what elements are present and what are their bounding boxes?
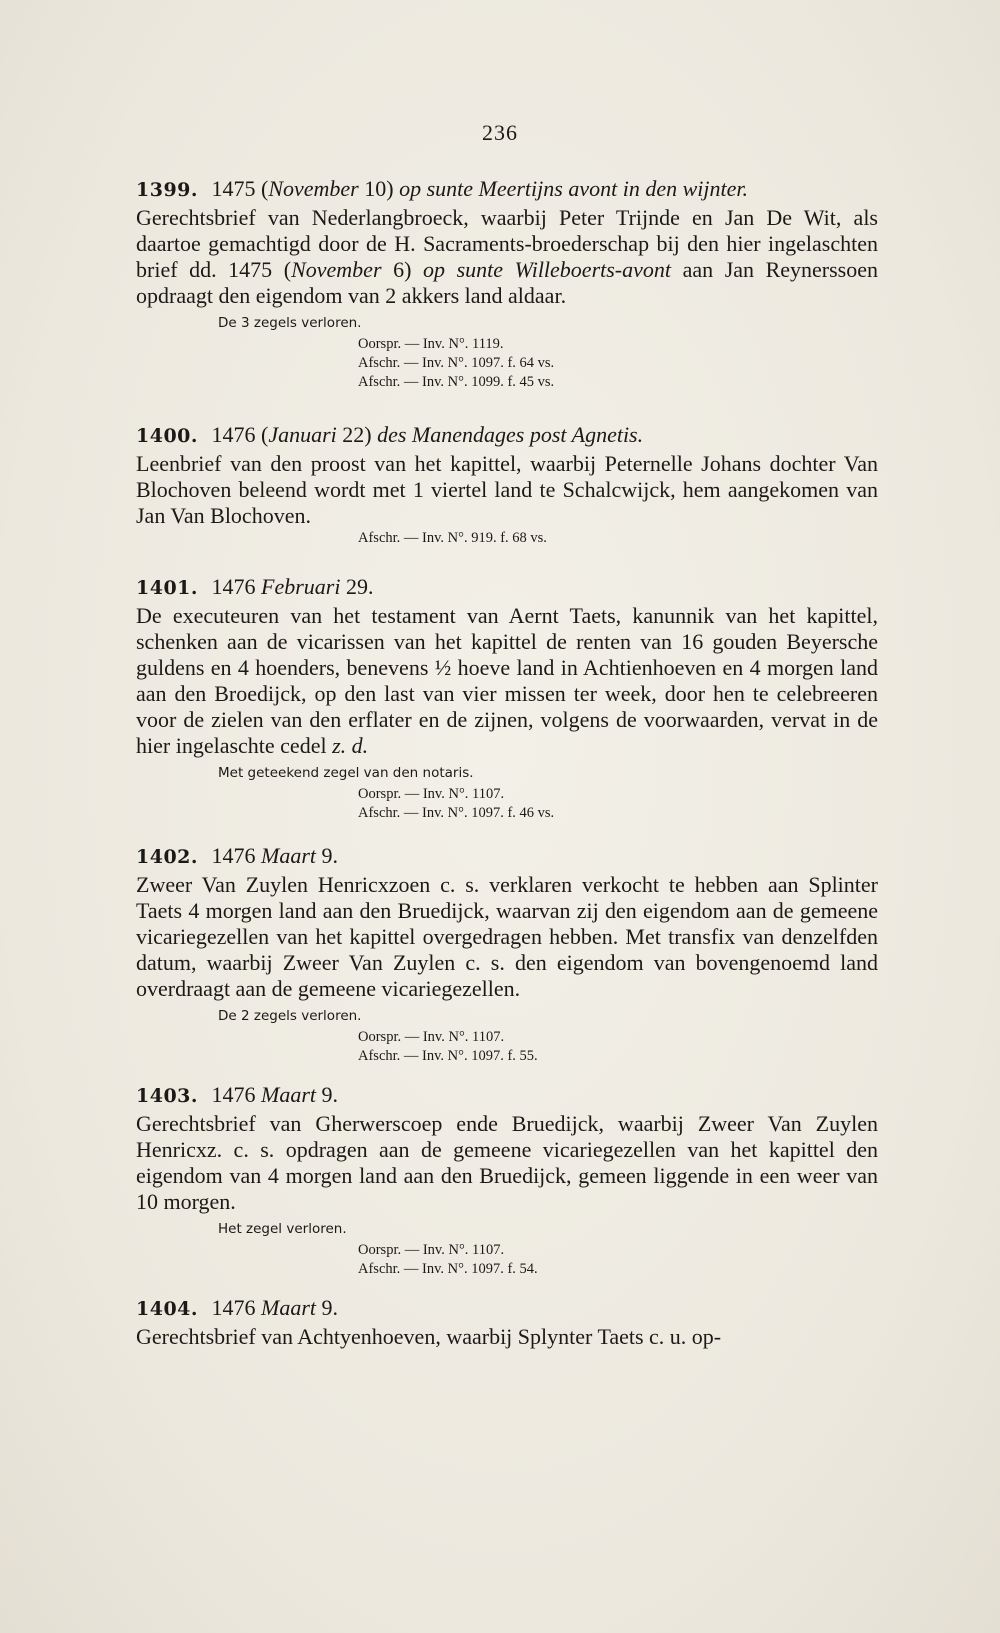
entry-body: Gerechtsbrief van Gherwerscoep ende Bruedijck, waarbij Zweer Van Zuylen Henricxz. c. s. opdragen aan de gemeene vicariegezellen van het kapittel den eigendom van 4 morgen land aan den Bruedijck, gemeen liggende in een weer van 10 morgen. [136, 1111, 878, 1214]
archive-references [358, 1241, 878, 1279]
archive-reference: Afschr. — Inv. N°. 1099. f. 45 vs. [358, 374, 555, 390]
entry-month: November [268, 176, 359, 201]
entry-body-text: 6) [381, 257, 423, 282]
entry-day: 10) [364, 176, 394, 201]
archive-references [358, 785, 878, 823]
entry-heading [136, 1082, 878, 1109]
entry-body-italic: op sunte Willeboerts-avont [423, 257, 672, 282]
entry-year: 1476 [211, 422, 256, 447]
archive-reference: Oorspr. — Inv. N°. 1107. [358, 1029, 505, 1045]
entry-1404 [136, 1295, 878, 1350]
entry-1399 [136, 176, 878, 392]
entry-day: 9. [321, 1082, 338, 1107]
entry-body-italic: z. d. [332, 733, 369, 758]
entry-day: 22) [342, 422, 372, 447]
entry-1400 [136, 422, 878, 548]
entry-feast: des Manendages post Agnetis. [377, 422, 644, 447]
archive-reference: Afschr. — Inv. N°. 1097. f. 46 vs. [358, 805, 555, 821]
entry-heading [136, 176, 878, 203]
archive-reference: Afschr. — Inv. N°. 1097. f. 55. [358, 1048, 538, 1064]
page-number: 236 [482, 120, 518, 145]
entry-fraction: ½ [434, 655, 452, 680]
entry-number: 1403. [136, 1085, 198, 1107]
seal-note: De 3 zegels verloren. [218, 315, 362, 331]
entry-year: 1476 [211, 574, 256, 599]
entry-heading [136, 843, 878, 870]
archive-reference: Afschr. — Inv. N°. 1097. f. 64 vs. [358, 355, 555, 371]
seal-note: De 2 zegels verloren. [218, 1008, 362, 1024]
entry-month: Maart [261, 1082, 316, 1107]
seal-note: Met geteekend zegel van den notaris. [218, 765, 474, 781]
entry-number: 1401. [136, 577, 198, 599]
archive-reference: Afschr. — Inv. N°. 1097. f. 54. [358, 1261, 538, 1277]
archive-references [358, 529, 878, 548]
entry-body-text: aan Jan Reynerssoen opdraagt den eigendom van 2 akkers land aldaar. [136, 257, 879, 308]
entry-heading [136, 422, 878, 449]
entry-month: Januari [268, 422, 337, 447]
entry-body: Leenbrief van den proost van het kapittel, waarbij Peternelle Johans dochter Van Blochoven beleend wordt met 1 viertel land te Schalcwijck, hem aangekomen van Jan Van Blochoven. [136, 451, 878, 528]
entry-body [136, 205, 878, 309]
entry-1403 [136, 1082, 878, 1279]
entry-body [136, 603, 878, 759]
entry-month: Februari [261, 574, 341, 599]
entry-year: 1476 [211, 1082, 256, 1107]
entry-day: 9. [321, 843, 338, 868]
entry-number: 1400. [136, 425, 198, 447]
entry-body-italic: November [291, 257, 382, 282]
entry-date-open: ( [261, 422, 269, 447]
entry-number: 1399. [136, 179, 198, 201]
entry-day: 9. [321, 1295, 338, 1320]
entry-month: Maart [261, 1295, 316, 1320]
seal-note: Het zegel verloren. [218, 1221, 347, 1237]
entry-feast: op sunte Meertijns avont in den wijnter. [399, 176, 748, 201]
archive-references [358, 335, 878, 392]
entry-month: Maart [261, 843, 316, 868]
archive-references [358, 1028, 878, 1066]
archive-reference: Oorspr. — Inv. N°. 1107. [358, 1242, 505, 1258]
entry-body-text: Gerechtsbrief van Nederlangbroeck, waarbij Peter Trijnde en Jan De Wit, als daartoe gemachtigd door de H. Sacraments-broederschap bij den hier ingelaschten brief dd. 1475 ( [136, 205, 878, 282]
entry-day: 29. [345, 574, 374, 599]
entry-year: 1475 [211, 176, 256, 201]
entry-year: 1476 [211, 1295, 256, 1320]
text-column [136, 176, 878, 1372]
entry-1402 [136, 843, 878, 1066]
entry-number: 1404. [136, 1298, 198, 1320]
entry-year: 1476 [211, 843, 256, 868]
archive-reference: Oorspr. — Inv. N°. 1119. [358, 336, 504, 352]
entry-1401 [136, 574, 878, 823]
entry-body: Zweer Van Zuylen Henricxzoen c. s. verklaren verkocht te hebben aan Splinter Taets 4 morgen land aan den Bruedijck, waarvan zij den eigendom aan de gemeene vicariegezellen van het kapittel overgedragen hebben. Met transfix van denzelfden datum, waarbij Zweer Van Zuylen c. s. den eigendom van bovengenoemd land overdraagt aan de gemeene vicariegezellen. [136, 872, 878, 1001]
entry-body: Gerechtsbrief van Achtyenhoeven, waarbij Splynter Taets c. u. op- [136, 1324, 722, 1349]
archive-reference: Oorspr. — Inv. N°. 1107. [358, 786, 505, 802]
entry-date-open: ( [261, 176, 269, 201]
entry-heading [136, 1295, 878, 1322]
archive-reference: Afschr. — Inv. N°. 919. f. 68 vs. [358, 530, 547, 546]
entry-heading [136, 574, 878, 601]
entry-body-text: De executeuren van het testament van Aernt Taets, kanunnik van het kapittel, schenken aan de vicarissen van het kapittel de renten van 16 gouden Beyersche guldens en 4 hoenders, benevens [136, 603, 878, 680]
entry-body-text: hoeve land in Achtienhoeven en 4 morgen land aan den Broedijck, op den last van vier missen ter week, door hen te celebreeren voor de zielen van den erflater en de zijnen, volgens de voorwaarden, vervat in de hier ingelaschte cedel [136, 655, 878, 758]
entry-number: 1402. [136, 846, 198, 868]
